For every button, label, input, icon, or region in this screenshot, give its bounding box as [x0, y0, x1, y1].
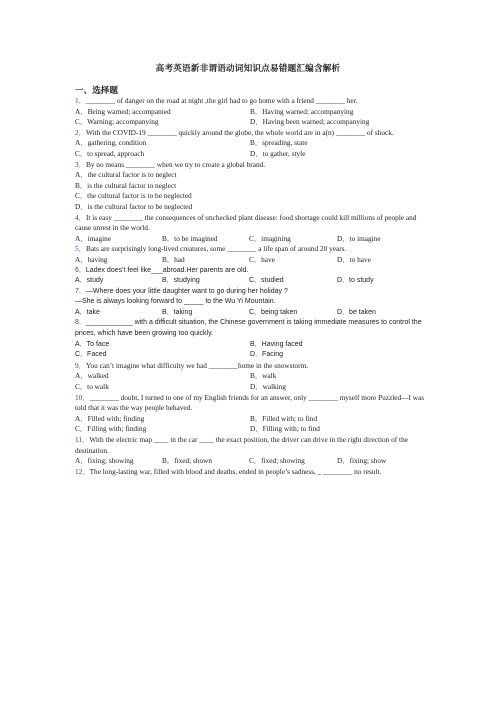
question-stem — [75, 393, 425, 414]
option: D．is the cultural factor to be neglected — [75, 201, 193, 211]
option: A．imagine — [75, 233, 112, 243]
question-number: 2． — [75, 127, 86, 137]
options-row — [75, 276, 425, 287]
question-stem — [75, 213, 425, 234]
options-row — [75, 456, 425, 467]
question-stem — [75, 128, 425, 139]
options-row — [75, 424, 425, 435]
question-text: ________ doubt, I turned to one of my English friends for an answer, only ________ myself more Puzzled—I was told that it was the way people behaved. — [75, 392, 425, 413]
options-row — [75, 117, 425, 128]
question-text-line2: —She is always looking forward to _____ to the Wu Yi Mountain. — [75, 298, 276, 306]
option: A．Being warned; accompanied — [75, 106, 171, 116]
question-stem — [75, 318, 425, 339]
option: B．walk — [250, 371, 277, 381]
question-number: 10． — [75, 392, 90, 402]
question-text: By no means ________ when we try to create a global brand. — [85, 159, 266, 169]
option: C．to spread, approach — [75, 148, 145, 158]
option: A．To face — [75, 340, 110, 348]
option: D．be taken — [337, 308, 376, 316]
options-row — [75, 414, 425, 425]
option: B．is the cultural factor to neglect — [75, 180, 177, 190]
options-row — [75, 107, 425, 118]
question-number: 3． — [75, 159, 86, 169]
options-row — [75, 308, 425, 319]
options-row — [75, 350, 425, 361]
option: D．to imagine — [337, 233, 381, 243]
section-heading: 一、选择题 — [75, 85, 118, 95]
question-number: 7． — [75, 287, 86, 295]
option: A．having — [75, 254, 108, 264]
option: B．to be imagined — [162, 233, 218, 243]
question-list — [75, 96, 425, 477]
option: A．take — [75, 308, 100, 316]
option: B．taking — [162, 308, 193, 316]
option: D．to have — [337, 254, 371, 264]
question-number: 4． — [75, 212, 86, 222]
options-row — [75, 149, 425, 160]
question-text: With the COVID-19 ________ quickly around the globe, the whole world are in a(n) ________ of shock. — [85, 127, 394, 137]
question-number: 9． — [75, 360, 86, 370]
option: C．Filling with; finding — [75, 424, 147, 434]
option: B．spreading, state — [250, 138, 308, 148]
option: A．gathering, condition — [75, 138, 147, 148]
option: C．fixed; showing — [249, 456, 305, 466]
question-stem — [75, 361, 425, 372]
option: C．imagining — [249, 233, 291, 243]
question-stem — [75, 96, 425, 107]
question-text: ____________ with a difficult situation, the Chinese government is taking immediate measures to control the prices, which have been growing too quickly. — [75, 319, 422, 338]
option: A．study — [75, 277, 104, 285]
option: B．Filled with; to find — [250, 413, 318, 423]
question-text: It is easy ________ the consequences of unchecked plant disease: food shortage could kill millions of people and cause unrest in the world. — [75, 212, 417, 233]
option: A．the cultural factor is to neglect — [75, 170, 177, 180]
question-stem — [75, 467, 425, 478]
options-row — [75, 234, 425, 245]
options-row — [75, 340, 425, 351]
question-text: —Where does your little daughter want to go during her holiday ? — [85, 287, 288, 295]
option: C．studied — [249, 277, 284, 285]
question-text: The long-lasting war, filled with blood and deaths, ended in people’s sadness, _ ________ no result. — [89, 466, 382, 476]
option: A．fixing; showing — [75, 456, 134, 466]
question-number: 11． — [75, 435, 90, 444]
question-stem — [75, 160, 425, 171]
document-title: 高考英语新非谓语动词知识点易错题汇编含解析 — [155, 63, 341, 73]
option: A．walked — [75, 371, 109, 381]
option: C．the cultural factor is to be neglected — [75, 191, 192, 201]
option: D．Filling with; to find — [250, 424, 320, 434]
option: C．have — [249, 254, 275, 264]
option: A．Filled with; finding — [75, 413, 145, 423]
option: D．to study — [337, 277, 374, 285]
question-stem — [75, 435, 425, 456]
question-stem — [75, 287, 425, 298]
option: C．to walk — [75, 382, 109, 392]
options-row — [75, 371, 425, 382]
question-number: 8． — [75, 319, 86, 327]
option: D．fixing; show — [337, 456, 387, 466]
question-text: Bats are surprisingly long-lived creatures, some ________ a life span of around 20 years. — [85, 244, 347, 254]
question-number: 5． — [75, 244, 86, 254]
option: B．Having faced — [250, 340, 303, 348]
question-stem — [75, 266, 425, 277]
question-text: With the electric map ____ in the car ____ the exact position, the driver can drive in the right direction of the destination. — [75, 435, 408, 455]
option: B．fixed; shown — [162, 456, 213, 466]
options-row — [75, 382, 425, 393]
question-stem — [75, 244, 425, 255]
question-number: 12． — [75, 466, 90, 476]
question-text: You can’t imagine what difficulty we had ________home in the snowstorm. — [85, 360, 309, 370]
question-text: Ladex does't feel like___abroad.Her parents are old. — [85, 266, 249, 274]
option: B．Having warned; accompanying — [250, 106, 354, 116]
option: D．Facing — [250, 351, 284, 359]
option: C．Warning; accompanying — [75, 117, 159, 127]
option: B．studying — [162, 277, 200, 285]
option: C．Faced — [75, 351, 107, 359]
option: C．being taken — [249, 308, 298, 316]
option: D．to gather, style — [250, 148, 306, 158]
option: D．Having been warned; accompanying — [250, 117, 370, 127]
options-row — [75, 255, 425, 266]
option: B．had — [162, 254, 185, 264]
question-number: 6． — [75, 266, 86, 274]
question-number: 1． — [75, 96, 86, 105]
option: D．walking — [250, 382, 287, 392]
options-row — [75, 138, 425, 149]
question-text: ________ of danger on the road at night ,the girl had to go home with a friend ________ her. — [85, 96, 358, 105]
